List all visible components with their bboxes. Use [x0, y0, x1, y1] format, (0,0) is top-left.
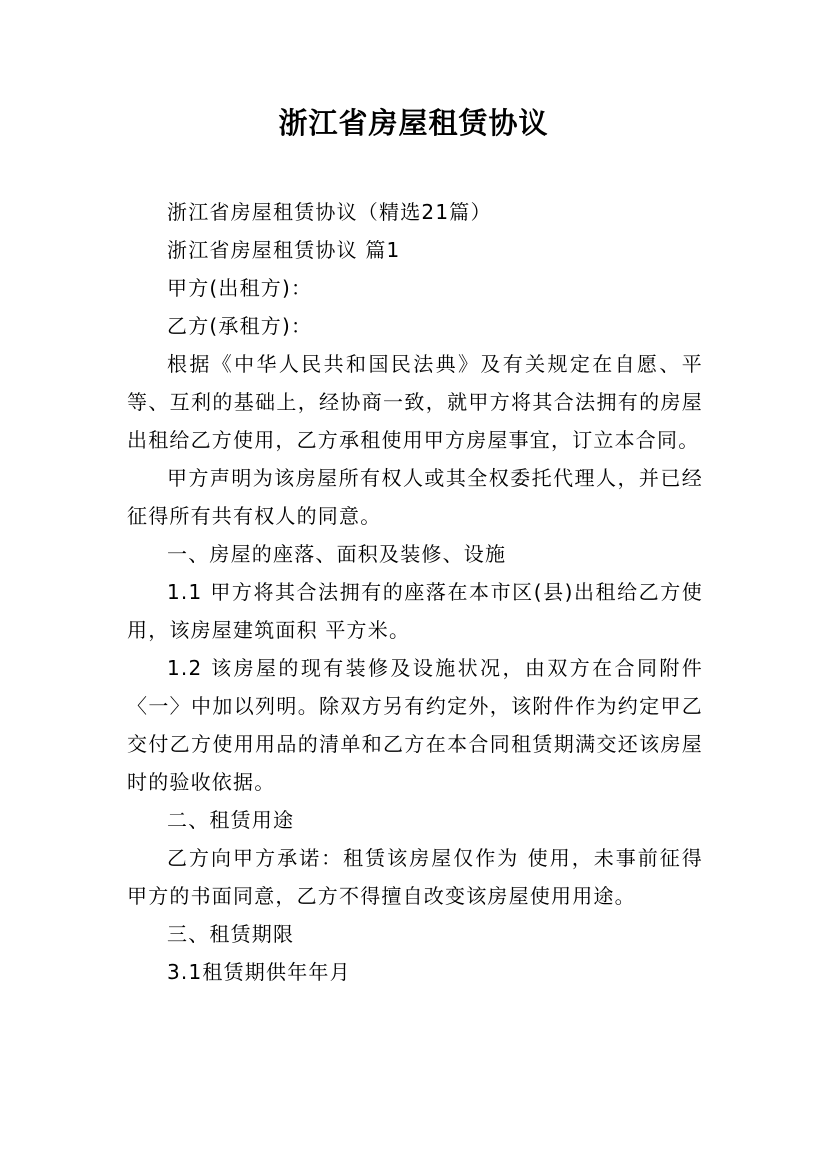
paragraph-heading-2: 二、租赁用途: [167, 808, 295, 832]
paragraph-declaration: 甲方声明为该房屋所有权人或其全权委托代理人，并已经征得所有共有权人的同意。: [127, 466, 703, 528]
paragraph-subtitle: 浙江省房屋租赁协议（精选21篇）: [167, 200, 492, 224]
paragraph-clause-3-1: 3.1租赁期供年年月: [167, 960, 351, 984]
paragraph-preamble: 根据《中华人民共和国民法典》及有关规定在自愿、平等、互利的基础上，经协商一致，就甲方将其合法拥有的房屋出租给乙方使用，乙方承租使用甲方房屋事宜，订立本合同。: [127, 352, 703, 452]
paragraph-heading-3: 三、租赁期限: [167, 922, 295, 946]
document-body: [127, 193, 703, 991]
paragraph-clause-1-2: 1.2 该房屋的现有装修及设施状况，由双方在合同附件〈一〉中加以列明。除双方另有约定外，该附件作为约定甲乙交付乙方使用用品的清单和乙方在本合同租赁期满交还该房屋时的验收依据。: [127, 656, 703, 794]
paragraph-party-b: 乙方(承租方)：: [167, 314, 313, 338]
paragraph-party-a: 甲方(出租方)：: [167, 276, 313, 300]
paragraph-clause-1-1: 1.1 甲方将其合法拥有的座落在本市区(县)出租给乙方使用，该房屋建筑面积 平方米。: [127, 580, 703, 642]
paragraph-heading-1: 一、房屋的座落、面积及装修、设施: [167, 542, 507, 566]
document-title: 浙江省房屋租赁协议: [278, 106, 549, 140]
paragraph-usage: 乙方向甲方承诺：租赁该房屋仅作为 使用，未事前征得甲方的书面同意，乙方不得擅自改变该房屋使用用途。: [127, 846, 703, 908]
paragraph-section-heading: 浙江省房屋租赁协议 篇1: [167, 238, 401, 262]
